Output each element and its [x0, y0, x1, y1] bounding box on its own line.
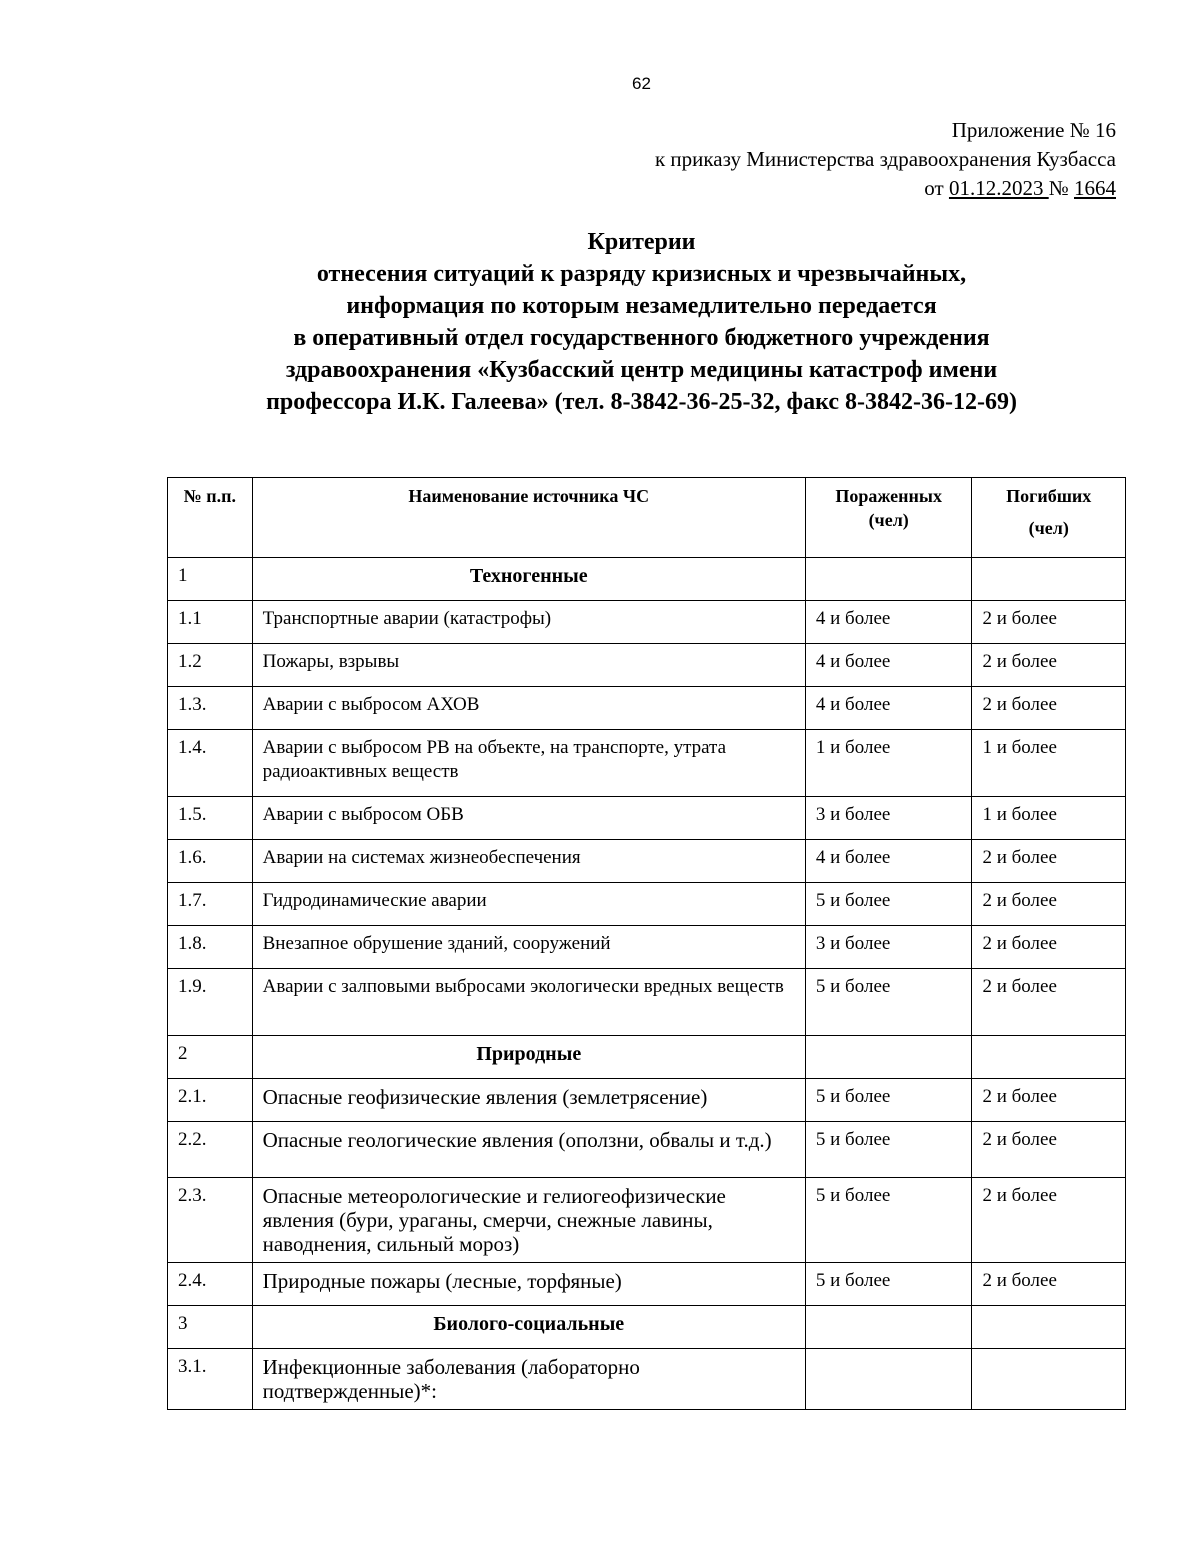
header-name: Наименование источника ЧС — [252, 478, 805, 558]
row-num: 1.5. — [168, 797, 253, 840]
row-num: 2 — [168, 1036, 253, 1079]
row-name: Опасные геофизические явления (землетрясение) — [252, 1079, 805, 1122]
row-injured — [805, 558, 972, 601]
order-date: 01.12.2023 — [948, 176, 1049, 200]
table-header-row — [168, 478, 1126, 558]
row-name: Аварии с выбросом ОБВ — [252, 797, 805, 840]
row-num: 1.7. — [168, 883, 253, 926]
row-dead — [972, 1306, 1126, 1349]
row-injured: 1 и более — [805, 730, 972, 797]
row-name: Аварии на системах жизнеобеспечения — [252, 840, 805, 883]
row-injured — [805, 1349, 972, 1410]
table-row — [168, 1122, 1126, 1178]
row-injured: 5 и более — [805, 1263, 972, 1306]
row-dead: 1 и более — [972, 797, 1126, 840]
row-injured: 3 и более — [805, 797, 972, 840]
row-dead — [972, 558, 1126, 601]
table-row — [168, 969, 1126, 1036]
date-prefix: от — [924, 176, 944, 200]
row-name: Внезапное обрушение зданий, сооружений — [252, 926, 805, 969]
table-row — [168, 840, 1126, 883]
title-line-1: Критерии — [587, 229, 696, 255]
row-dead: 2 и более — [972, 1122, 1126, 1178]
row-injured: 4 и более — [805, 601, 972, 644]
section-title: Биолого-социальные — [252, 1306, 805, 1349]
row-name: Гидродинамические аварии — [252, 883, 805, 926]
row-dead: 2 и более — [972, 687, 1126, 730]
table-row — [168, 1263, 1126, 1306]
header-num: № п.п. — [168, 478, 253, 558]
row-num: 1.2 — [168, 644, 253, 687]
row-num: 2.3. — [168, 1178, 253, 1263]
header-dead-line-2: (чел) — [1028, 518, 1069, 538]
row-name: Опасные метеорологические и гелиогеофизические явления (бури, ураганы, смерчи, снежные лавины, наводнения, сильный мороз) — [252, 1178, 805, 1263]
order-number: 1664 — [1074, 176, 1116, 200]
criteria-table — [167, 477, 1126, 1410]
table-row — [168, 601, 1126, 644]
table-row — [168, 730, 1126, 797]
title-line-2: отнесения ситуаций к разряду кризисных и чрезвычайных, — [316, 261, 967, 287]
row-injured — [805, 1036, 972, 1079]
row-injured: 5 и более — [805, 1079, 972, 1122]
row-num: 1.4. — [168, 730, 253, 797]
row-num: 3 — [168, 1306, 253, 1349]
row-injured: 3 и более — [805, 926, 972, 969]
table-row — [168, 797, 1126, 840]
title-line-5: здравоохранения «Кузбасский центр медицины катастроф имени — [285, 357, 998, 383]
table-row — [168, 1306, 1126, 1349]
table-row — [168, 883, 1126, 926]
row-num: 1.8. — [168, 926, 253, 969]
table-row — [168, 1036, 1126, 1079]
row-num: 2.4. — [168, 1263, 253, 1306]
approval-line-3 — [655, 174, 1116, 203]
row-dead: 1 и более — [972, 730, 1126, 797]
table-row — [168, 1349, 1126, 1410]
row-dead — [972, 1349, 1126, 1410]
row-num: 2.1. — [168, 1079, 253, 1122]
row-injured: 5 и более — [805, 883, 972, 926]
row-dead — [972, 1036, 1126, 1079]
title-line-6: профессора И.К. Галеева» (тел. 8-3842-36-25-32, факс 8-3842-36-12-69) — [266, 389, 1017, 415]
row-num: 1.6. — [168, 840, 253, 883]
document-title — [130, 226, 1153, 418]
row-name: Природные пожары (лесные, торфяные) — [252, 1263, 805, 1306]
row-num: 1.1 — [168, 601, 253, 644]
row-injured: 4 и более — [805, 840, 972, 883]
row-dead: 2 и более — [972, 926, 1126, 969]
table-row — [168, 644, 1126, 687]
row-dead: 2 и более — [972, 644, 1126, 687]
table-row — [168, 687, 1126, 730]
row-injured: 4 и более — [805, 687, 972, 730]
section-title: Природные — [252, 1036, 805, 1079]
row-name: Инфекционные заболевания (лабораторно подтвержденные)*: — [252, 1349, 805, 1410]
row-dead: 2 и более — [972, 1263, 1126, 1306]
row-dead: 2 и более — [972, 883, 1126, 926]
header-dead — [972, 478, 1126, 558]
title-line-4: в оперативный отдел государственного бюджетного учреждения — [293, 325, 990, 351]
row-injured: 5 и более — [805, 969, 972, 1036]
approval-line-1: Приложение № 16 — [951, 118, 1116, 142]
table-row — [168, 558, 1126, 601]
row-injured: 5 и более — [805, 1178, 972, 1263]
row-name: Аварии с выбросом РВ на объекте, на транспорте, утрата радиоактивных веществ — [252, 730, 805, 797]
row-name: Пожары, взрывы — [252, 644, 805, 687]
row-dead: 2 и более — [972, 1079, 1126, 1122]
row-num: 1.9. — [168, 969, 253, 1036]
row-dead: 2 и более — [972, 601, 1126, 644]
number-sign: № — [1048, 176, 1069, 200]
header-injured: Пораженных (чел) — [805, 478, 972, 558]
row-name: Аварии с выбросом АХОВ — [252, 687, 805, 730]
row-name: Опасные геологические явления (оползни, обвалы и т.д.) — [252, 1122, 805, 1178]
row-num: 1.3. — [168, 687, 253, 730]
title-line-3: информация по которым незамедлительно передается — [346, 293, 937, 319]
row-injured: 5 и более — [805, 1122, 972, 1178]
page-number: 62 — [632, 74, 651, 93]
row-name: Аварии с залповыми выбросами экологически вредных веществ — [252, 969, 805, 1036]
table-row — [168, 926, 1126, 969]
row-injured: 4 и более — [805, 644, 972, 687]
row-num: 3.1. — [168, 1349, 253, 1410]
row-dead: 2 и более — [972, 1178, 1126, 1263]
table-row — [168, 1178, 1126, 1263]
row-dead: 2 и более — [972, 969, 1126, 1036]
row-injured — [805, 1306, 972, 1349]
header-dead-line-1: Погибших — [1006, 486, 1092, 506]
section-title: Техногенные — [252, 558, 805, 601]
row-dead: 2 и более — [972, 840, 1126, 883]
table-row — [168, 1079, 1126, 1122]
row-name: Транспортные аварии (катастрофы) — [252, 601, 805, 644]
row-num: 2.2. — [168, 1122, 253, 1178]
row-num: 1 — [168, 558, 253, 601]
approval-block — [655, 116, 1116, 203]
approval-line-2: к приказу Министерства здравоохранения Кузбасса — [654, 147, 1116, 171]
